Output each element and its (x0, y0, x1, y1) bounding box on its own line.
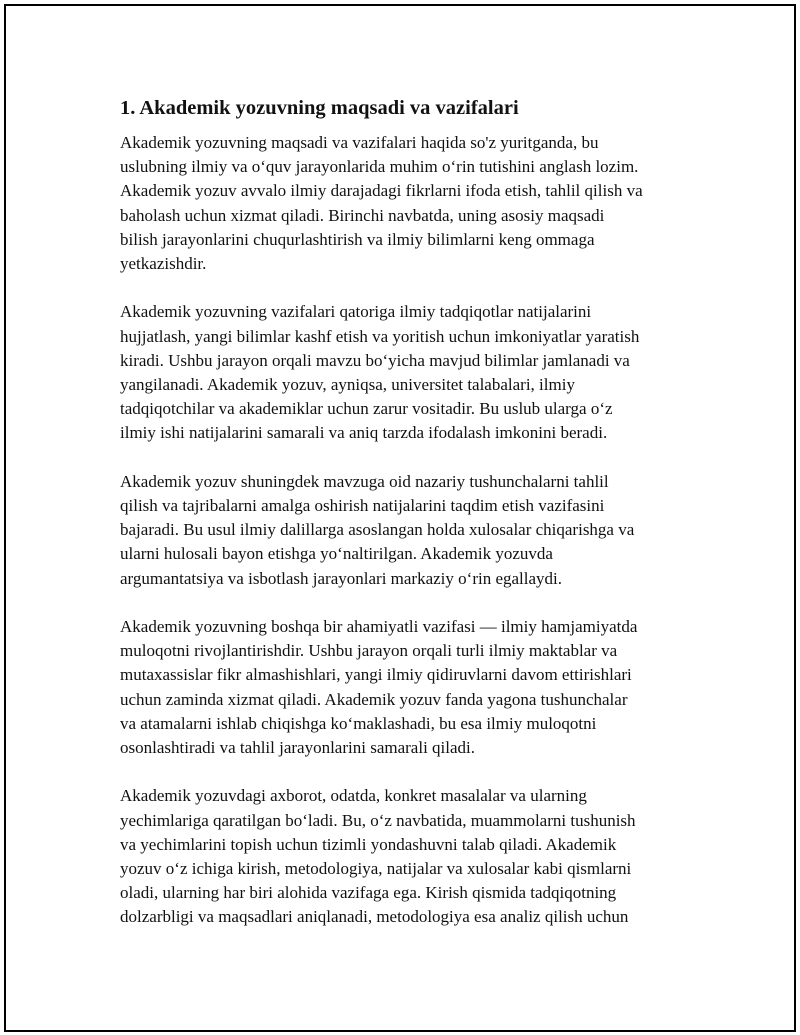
text-line: baholash uchun xizmat qiladi. Birinchi navbatda, uning asosiy maqsadi (120, 205, 605, 225)
text-line: Akademik yozuvning vazifalari qatoriga ilmiy tadqiqotlar natijalarini (120, 302, 592, 322)
text-line: Akademik yozuvning boshqa bir ahamiyatli vazifasi — ilmiy hamjamiyatda (120, 617, 638, 637)
text-line: oladi, ularning har biri alohida vazifaga ega. Kirish qismida tadqiqotning (120, 883, 617, 903)
text-line: Akademik yozuvdagi axborot, odatda, konkret masalalar va ularning (120, 786, 587, 806)
text-line: yangilanadi. Akademik yozuv, ayniqsa, universitet talabalari, ilmiy (120, 375, 575, 395)
paragraph-3 (120, 470, 692, 591)
text-line: va atamalarni ishlab chiqishga ko‘maklashadi, bu esa ilmiy muloqotni (120, 713, 597, 733)
text-line: ularni hulosali bayon etishga yo‘naltirilgan. Akademik yozuvda (120, 544, 553, 564)
text-line: hujjatlash, yangi bilimlar kashf etish va yoritish uchun imkoniyatlar yaratish (120, 326, 640, 346)
text-line: mutaxassislar fikr almashishlari, yangi ilmiy qidiruvlarni davom ettirishlari (120, 665, 632, 685)
text-line: kiradi. Ushbu jarayon orqali mavzu bo‘yicha mavjud bilimlar jamlanadi va (120, 350, 630, 370)
text-line: Akademik yozuvning maqsadi va vazifalari haqida so'z yuritganda, bu (120, 133, 599, 152)
text-line: bilish jarayonlarini chuqurlashtirish va ilmiy bilimlarni keng ommaga (120, 229, 595, 249)
text-line: yozuv o‘z ichiga kirish, metodologiya, natijalar va xulosalar kabi qismlarni (120, 859, 632, 879)
text-line: uchun zaminda xizmat qiladi. Akademik yozuv fanda yagona tushunchalar (120, 689, 628, 709)
document-page (4, 4, 796, 1032)
text-line: uslubning ilmiy va o‘quv jarayonlarida muhim o‘rin tutishini anglash lozim. (120, 157, 639, 177)
text-line: Akademik yozuv avvalo ilmiy darajadagi fikrlarni ifoda etish, tahlil qilish va (120, 181, 643, 201)
text-line: tadqiqotchilar va akademiklar uchun zarur vositadir. Bu uslub ularga o‘z (120, 399, 613, 419)
section-heading: 1. Akademik yozuvning maqsadi va vazifalari (120, 97, 519, 119)
text-line: dolzarbligi va maqsadlari aniqlanadi, metodologiya esa analiz qilish uchun (120, 907, 629, 927)
text-line: argumantatsiya va isbotlash jarayonlari markaziy o‘rin egallaydi. (120, 568, 563, 588)
paragraph-1 (120, 131, 692, 276)
text-line: osonlashtiradi va tahlil jarayonlarini samarali qiladi. (120, 738, 476, 758)
text-line: qilish va tajribalarni amalga oshirish natijalarini taqdim etish vazifasini (120, 496, 605, 516)
text-line: Akademik yozuv shuningdek mavzuga oid nazariy tushunchalarni tahlil (120, 471, 609, 491)
paragraph-4 (120, 615, 692, 760)
document-content (120, 94, 692, 954)
text-line: bajaradi. Bu usul ilmiy dalillarga asoslangan holda xulosalar chiqarishga va (120, 520, 635, 540)
text-line: va yechimlarini topish uchun tizimli yondashuvni talab qiladi. Akademik (120, 834, 617, 854)
text-line: yechimlariga qaratilgan bo‘ladi. Bu, o‘z navbatida, muammolarni tushunish (120, 810, 636, 830)
paragraph-2 (120, 300, 692, 445)
text-line: muloqotni rivojlantirishdir. Ushbu jarayon orqali turli ilmiy maktablar va (120, 641, 618, 661)
paragraph-5 (120, 784, 692, 929)
text-line: ilmiy ishi natijalarini samarali va aniq tarzda ifodalash imkonini beradi. (120, 423, 608, 443)
text-line: yetkazishdir. (120, 254, 207, 274)
